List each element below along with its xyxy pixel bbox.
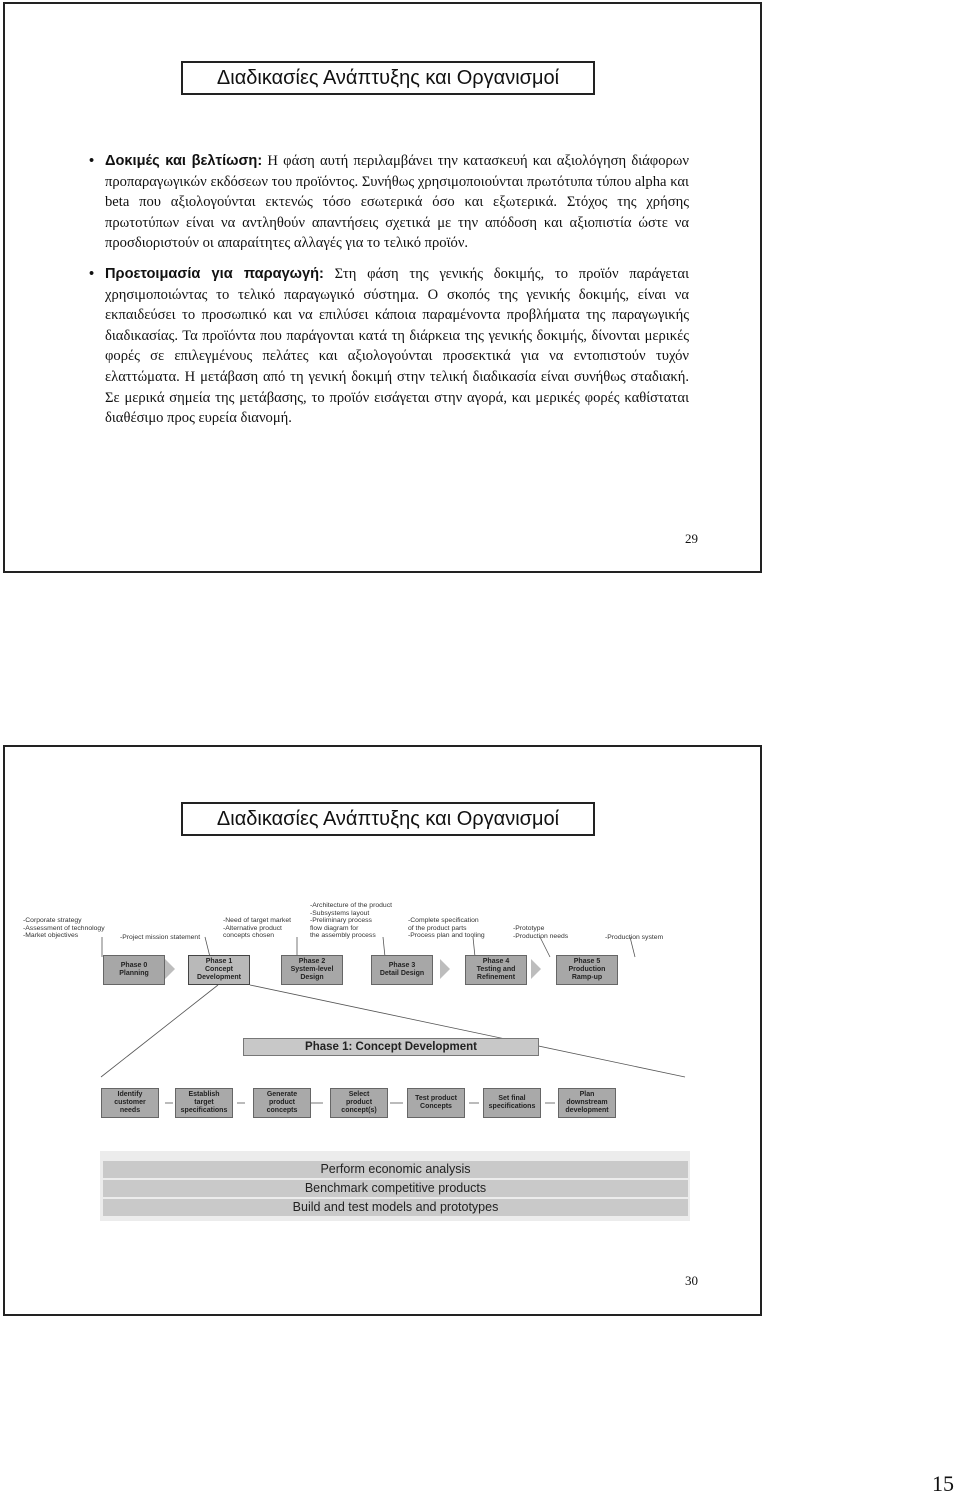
bullet-term: Προετοιμασία για παραγωγή: <box>105 265 324 282</box>
step-box: Select product concept(s) <box>330 1088 388 1118</box>
step-box: Identify customer needs <box>101 1088 159 1118</box>
phase-1-banner: Phase 1: Concept Development <box>243 1038 539 1056</box>
top-label: -Need of target market -Alternative product concepts chosen <box>223 917 291 940</box>
top-label: -Complete specification of the product parts -Process plan and tooling <box>408 917 485 940</box>
top-label: -Project mission statement <box>120 934 201 941</box>
bullet-item <box>89 264 689 429</box>
page-number: 29 <box>685 531 698 546</box>
activity-bar: Build and test models and prototypes <box>103 1199 688 1216</box>
activity-bar: Perform economic analysis <box>103 1161 688 1178</box>
step-box: Generate product concepts <box>253 1088 311 1118</box>
bullet-dot: • <box>89 265 95 282</box>
phase-5-box: Phase 5 Production Ramp-up <box>556 955 618 985</box>
top-label: -Prototype -Production needs <box>513 925 569 940</box>
bullet-item <box>89 151 689 254</box>
bullet-text: Η φάση αυτή περιλαμβάνει την κατασκευή και αξιολόγηση διάφορων προπαραγωγικών εκδόσεων του προϊόντος. Συνήθως χρησιμοποιούνται πρωτότυπα τύπου alpha και beta που αξιολογούνται εκτενώς τόσο εσωτερικά όσο και εξωτερικά. Στόχος της χρήσης πρωτοτύπων είναι να αντληθούν απαντήσεις σχετικά με την απόδοση και αξιοπιστία ώστε να προσδιοριστούν οι απαραίτητες αλλαγές για το τελικό προϊόν. <box>105 153 689 252</box>
page-number: 30 <box>685 1273 698 1288</box>
top-label: -Architecture of the product -Subsystems layout -Preliminary process flow diagram for the assembly process <box>310 902 392 940</box>
diagram-connectors <box>5 747 760 1314</box>
slide-title: Διαδικασίες Ανάπτυξης και Οργανισμοί <box>181 61 595 95</box>
top-label: -Production system <box>605 934 664 941</box>
step-box: Set final specifications <box>483 1088 541 1118</box>
bullet-list <box>89 151 689 439</box>
phase-3-box: Phase 3 Detail Design <box>371 955 433 985</box>
bullet-dot: • <box>89 153 95 169</box>
slide-title: Διαδικασίες Ανάπτυξης και Οργανισμοί <box>181 802 595 836</box>
activity-bar: Benchmark competitive products <box>103 1180 688 1197</box>
step-box: Plan downstream development <box>558 1088 616 1118</box>
bullet-text: Στη φάση της γενικής δοκιμής, το προϊόν παράγεται χρησιμοποιώντας το τελικό παραγωγικό σύστημα. Ο σκοπός της γενικής δοκιμής, είναι να εκπαιδεύσει το προσωπικό και να επιλύσει κάποια παραμένοντα προβλήματα της παραγωγικής διαδικασίας. Τα προϊόντα που παράγονται κατά τη διάρκεια της γενικής δοκιμής, δίνονται μερικές φορές σε επιλεγμένους πελάτες και αξιολογούνται προσεκτικά για να εντοπιστούν τυχόν ελαττώματα. Η μετάβαση από τη γενική δοκιμή στην τελική διαδικασία είναι συνήθως σταδιακή. Σε μερικά σημεία της μετάβασης, το προϊόν εισάγεται στην αγορά, και μερικές φορές καθίσταται διαθέσιμο προς ευρεία διανομή. <box>105 265 689 427</box>
slide-30 <box>3 745 762 1316</box>
bullet-term: Δοκιμές και βελτίωση: <box>105 153 263 169</box>
step-box: Test product Concepts <box>407 1088 465 1118</box>
phase-2-box: Phase 2 System-level Design <box>281 955 343 985</box>
step-box: Establish target specifications <box>175 1088 233 1118</box>
phase-1-box: Phase 1 Concept Development <box>188 955 250 985</box>
sheet-number: 15 <box>932 1471 954 1496</box>
top-label: -Corporate strategy -Assessment of technology -Market objectives <box>23 917 105 940</box>
phase-0-box: Phase 0 Planning <box>103 955 165 985</box>
phase-4-box: Phase 4 Testing and Refinement <box>465 955 527 985</box>
product-development-diagram <box>5 747 760 1314</box>
slide-29 <box>3 2 762 573</box>
